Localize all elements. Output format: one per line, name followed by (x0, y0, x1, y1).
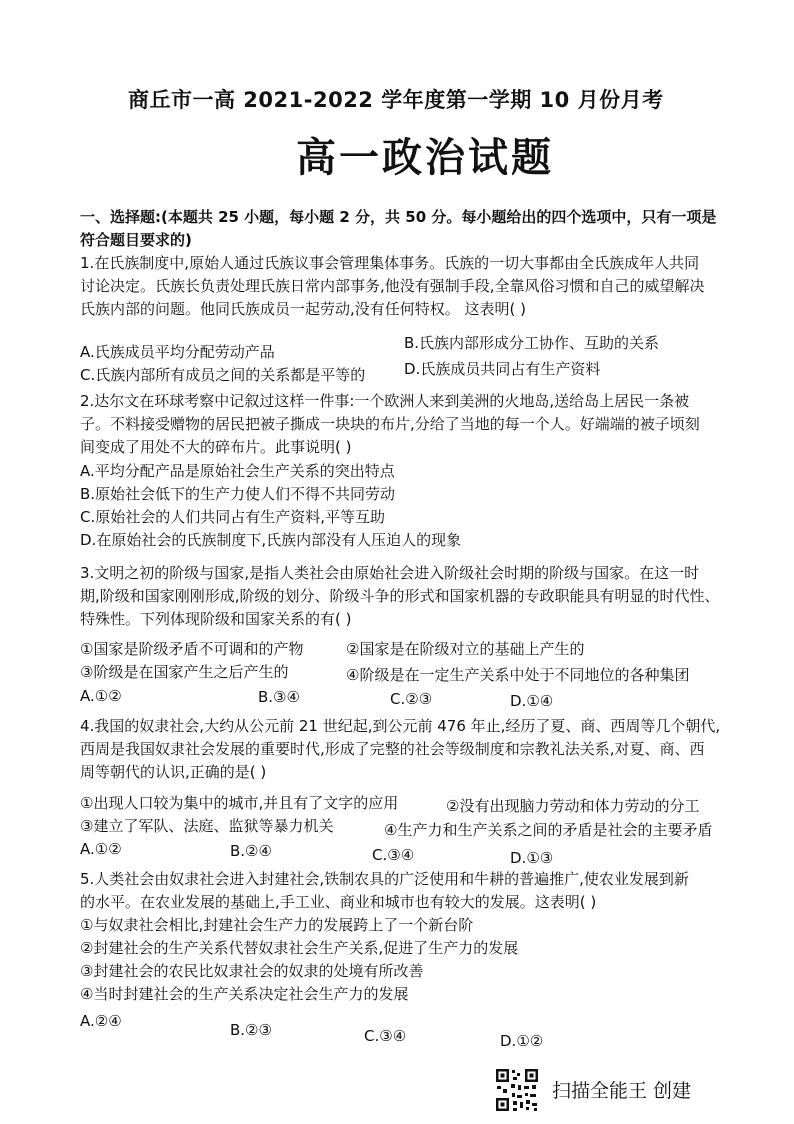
stem-line: 间变成了用处不大的碎布片。此事说明( ) (80, 438, 352, 456)
option-c: C.氏族内部所有成员之间的关系都是平等的 (80, 366, 366, 384)
option-a: A.①② (80, 687, 122, 705)
statement-3: ③建立了军队、法庭、监狱等暴力机关 (80, 817, 334, 835)
page-title: 高一政治试题 (296, 134, 554, 181)
option-d: D.①④ (510, 692, 554, 710)
section-heading (80, 206, 780, 252)
section-heading-line: 符合题目要求的) (80, 231, 192, 249)
stem-line: 5.人类社会由奴隶社会进入封建社会,铁制农具的广泛使用和牛耕的普遍推广,使农业发展到新 (80, 870, 689, 888)
stem-line: 2.达尔文在环球考察中记叙过这样一件事:一个欧洲人来到美洲的火地岛,送给岛上居民一条被 (80, 392, 690, 410)
stem-line: 1.在氏族制度中,原始人通过氏族议事会管理集体事务。氏族的一切大事都由全氏族成年人共同 (80, 254, 700, 272)
statement-4: ④生产力和生产关系之间的矛盾是社会的主要矛盾 (384, 821, 713, 839)
statement-1: ①与奴隶社会相比,封建社会生产力的发展跨上了一个新台阶 (80, 916, 474, 934)
stem-line: 3.文明之初的阶级与国家,是指人类社会由原始社会进入阶级社会时期的阶级与国家。在这一时 (80, 564, 700, 582)
option-c: C.③④ (364, 1027, 407, 1045)
statement-2: ②没有出现脑力劳动和体力劳动的分工 (446, 797, 700, 815)
statement-4: ④阶级是在一定生产关系中处于不同地位的各种集团 (346, 666, 690, 684)
exam-header-line: 商丘市一高 2021-2022 学年度第一学期 10 月份月考 (128, 88, 664, 112)
option-d: D.氏族成员共同占有生产资料 (404, 360, 601, 378)
question-1-stem (80, 252, 780, 321)
stem-line: 子。不料接受赠物的居民把被子撕成一块块的布片,分给了当地的每一个人。好端端的被子顷刻 (80, 415, 700, 433)
option-c: C.②③ (390, 690, 433, 708)
option-b: B.氏族内部形成分工协作、互助的关系 (404, 334, 660, 352)
stem-line: 的水平。在农业发展的基础上,手工业、商业和城市也有较大的发展。这表明( ) (80, 893, 597, 911)
option-b: B.原始社会低下的生产力使人们不得不共同劳动 (80, 485, 396, 503)
option-a: A.①② (80, 840, 122, 858)
question-3-stem (80, 562, 780, 631)
question-2-stem (80, 390, 780, 459)
stem-line: 西周是我国奴隶社会发展的重要时代,形成了完整的社会等级制度和宗教礼法关系,对夏、商、西 (80, 740, 705, 758)
stem-line: 氏族内部的问题。他同氏族成员一起劳动,没有任何特权。 这表明( ) (80, 300, 527, 318)
option-a: A.②④ (80, 1012, 122, 1030)
option-c: C.原始社会的人们共同占有生产资料,平等互助 (80, 508, 386, 526)
statement-3: ③封建社会的农民比奴隶社会的奴隶的处境有所改善 (80, 962, 424, 980)
option-d: D.①③ (510, 849, 554, 867)
statement-4: ④当时封建社会的生产关系决定社会生产力的发展 (80, 985, 409, 1003)
statement-1: ①出现人口较为集中的城市,并且有了文字的应用 (80, 794, 399, 812)
stem-line: 特殊性。下列体现阶级和国家关系的有( ) (80, 610, 352, 628)
stem-line: 讨论决定。氏族长负责处理氏族日常内部事务,他没有强制手段,全靠风俗习惯和自己的威望解决 (80, 277, 705, 295)
option-d: D.在原始社会的氏族制度下,氏族内部没有人压迫人的现象 (80, 531, 462, 549)
option-b: B.②④ (230, 842, 272, 860)
qr-code-icon (494, 1067, 540, 1113)
option-d: D.①② (500, 1032, 544, 1050)
statement-2: ②国家是在阶级对立的基础上产生的 (346, 640, 585, 658)
option-a: A.平均分配产品是原始社会生产关系的突出特点 (80, 462, 395, 480)
scanner-brand-watermark: 扫描全能王 创建 (552, 1080, 692, 1102)
section-heading-line: 一、选择题:(本题共 25 小题，每小题 2 分，共 50 分。每小题给出的四个选项中，只有一项是 (80, 208, 717, 226)
question-5-statements (80, 914, 780, 1006)
statement-2: ②封建社会的生产关系代替奴隶社会生产关系,促进了生产力的发展 (80, 939, 519, 957)
stem-line: 周等朝代的认识,正确的是( ) (80, 763, 267, 781)
statement-3: ③阶级是在国家产生之后产生的 (80, 663, 289, 681)
question-5-stem (80, 868, 780, 914)
question-2-options (80, 460, 780, 552)
option-a: A.氏族成员平均分配劳动产品 (80, 343, 275, 361)
statement-1: ①国家是阶级矛盾不可调和的产物 (80, 640, 304, 658)
option-c: C.③④ (372, 846, 415, 864)
option-b: B.③④ (258, 688, 300, 706)
question-4-stem (80, 715, 780, 784)
option-b: B.②③ (230, 1021, 272, 1039)
stem-line: 期,阶级和国家刚刚形成,阶级的划分、阶级斗争的形式和国家机器的专政职能具有明显的时代性、 (80, 587, 720, 605)
stem-line: 4.我国的奴隶社会,大约从公元前 21 世纪起,到公元前 476 年止,经历了夏、商、西周等几个朝代, (80, 717, 721, 735)
